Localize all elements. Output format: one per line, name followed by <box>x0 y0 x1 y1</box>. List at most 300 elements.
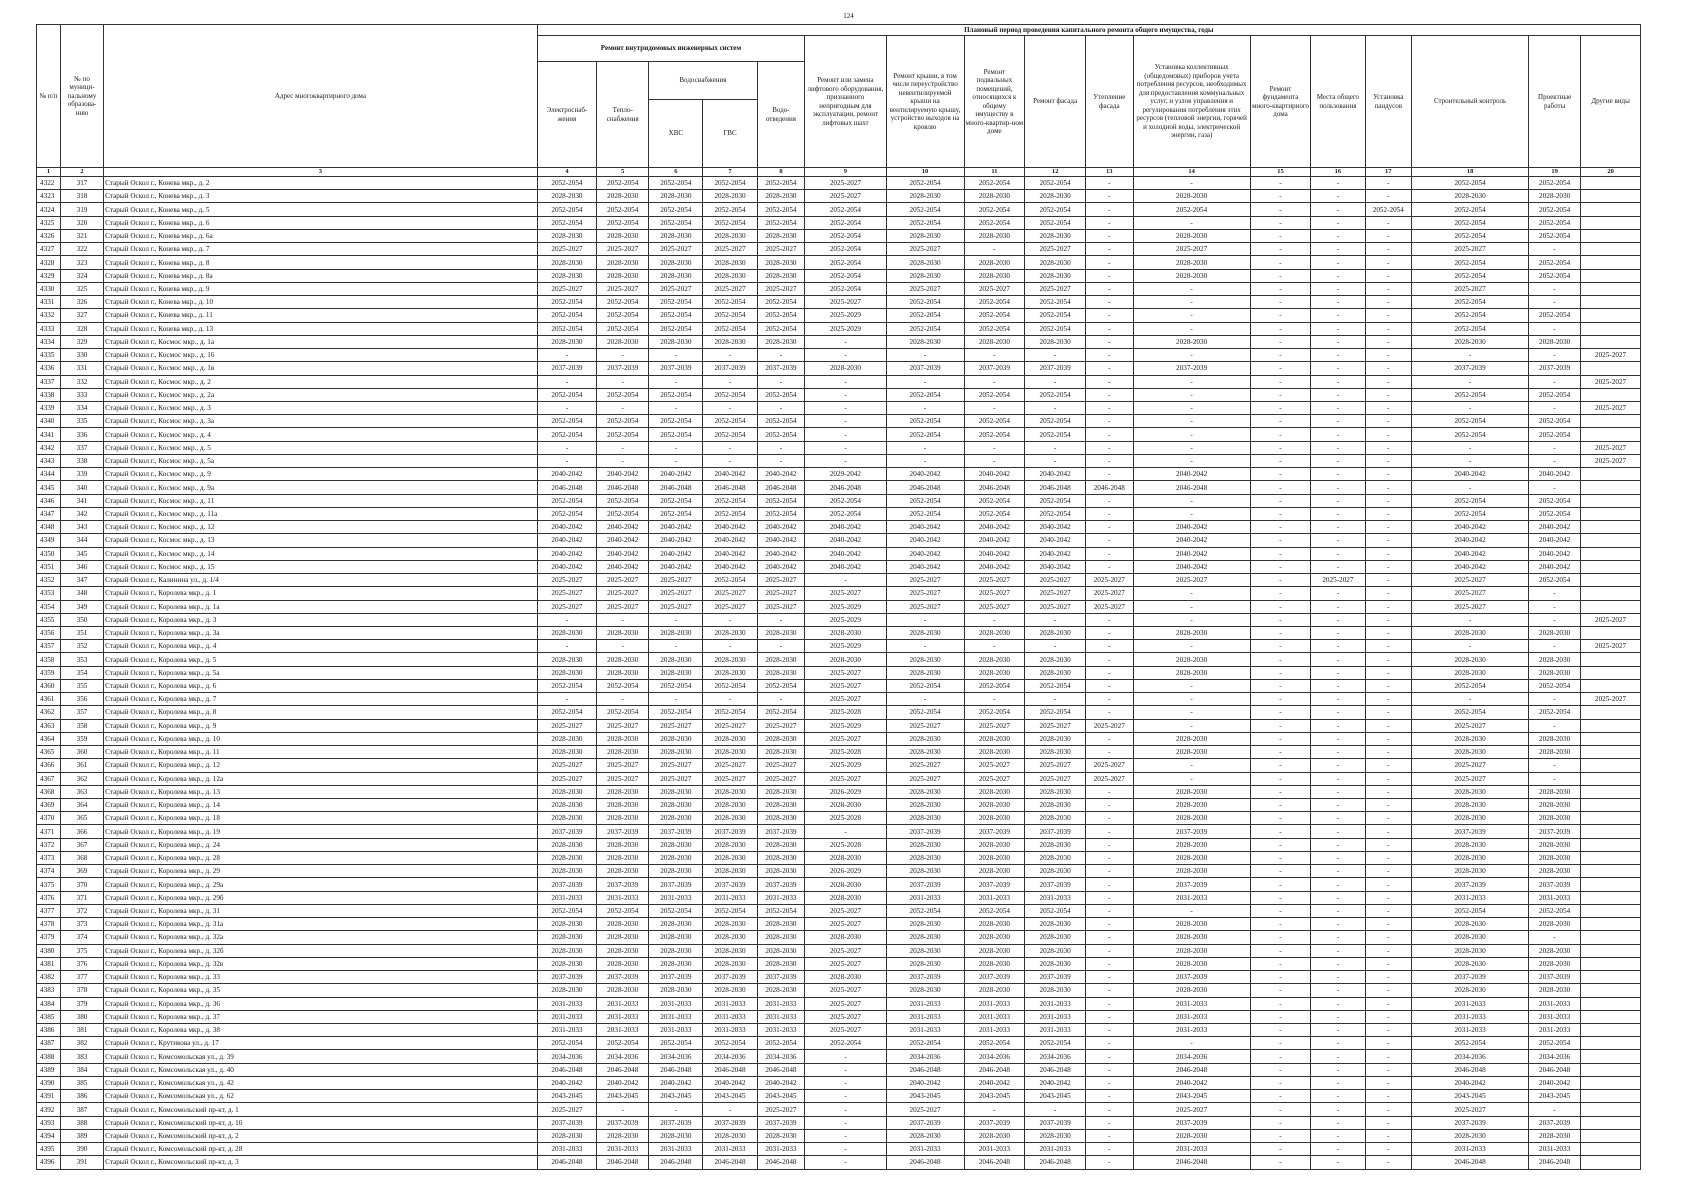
cell-electricity: 2028-2030 <box>537 1129 597 1142</box>
cell-drainage: 2028-2030 <box>757 229 805 242</box>
cell-heating: 2052-2054 <box>597 309 649 322</box>
cell-construction-control: 2040-2042 <box>1412 468 1529 481</box>
cell-design-works: - <box>1529 719 1581 732</box>
cell-municipal-number: 330 <box>60 349 103 362</box>
cell-roof-repair: - <box>886 401 964 414</box>
cell-common-areas: - <box>1311 772 1365 785</box>
cell-meters-installation: 2028-2030 <box>1133 931 1250 944</box>
cell-municipal-number: 385 <box>60 1076 103 1089</box>
cell-facade-insulation: - <box>1085 1129 1133 1142</box>
cell-design-works: 2037-2039 <box>1529 825 1581 838</box>
cell-address: Старый Оскол г., Космос мкр., д. 3а <box>104 415 537 428</box>
cell-common-areas: - <box>1311 1037 1365 1050</box>
cell-facade-insulation: - <box>1085 269 1133 282</box>
cell-lift-repair: 2052-2054 <box>805 507 886 520</box>
table-row <box>37 521 1641 534</box>
cell-drainage: 2040-2042 <box>757 547 805 560</box>
cell-hot-water: 2031-2033 <box>703 1143 757 1156</box>
cell-cold-water: 2028-2030 <box>649 838 703 851</box>
cell-basement-repair: 2040-2042 <box>964 521 1025 534</box>
cell-basement-repair: 2043-2045 <box>964 1090 1025 1103</box>
cell-meters-installation: 2037-2039 <box>1133 878 1250 891</box>
cell-electricity: 2025-2027 <box>537 282 597 295</box>
cell-hot-water: 2028-2030 <box>703 256 757 269</box>
cell-cold-water: 2028-2030 <box>649 335 703 348</box>
cell-cold-water: 2031-2033 <box>649 1010 703 1023</box>
cell-address: Старый Оскол г., Королева мкр., д. 9 <box>104 719 537 732</box>
cell-ramps: - <box>1365 335 1412 348</box>
cell-design-works: 2028-2030 <box>1529 190 1581 203</box>
cell-construction-control: 2037-2039 <box>1412 971 1529 984</box>
cell-foundation-repair: - <box>1250 1116 1311 1129</box>
cell-electricity: 2037-2039 <box>537 825 597 838</box>
cell-facade-insulation: - <box>1085 931 1133 944</box>
cell-foundation-repair: - <box>1250 190 1311 203</box>
cell-other-types <box>1581 547 1641 560</box>
cell-hot-water: 2046-2048 <box>703 1063 757 1076</box>
cell-address: Старый Оскол г., Королева мкр., д. 29а <box>104 878 537 891</box>
cell-ramps: - <box>1365 759 1412 772</box>
cell-meters-installation: - <box>1133 441 1250 454</box>
column-number: 1 <box>37 168 61 177</box>
cell-facade-insulation: - <box>1085 944 1133 957</box>
cell-roof-repair: 2025-2027 <box>886 719 964 732</box>
cell-heating: 2043-2045 <box>597 1090 649 1103</box>
capital-repair-schedule-table <box>36 24 1641 1170</box>
table-row <box>37 1063 1641 1076</box>
cell-lift-repair: 2028-2030 <box>805 878 886 891</box>
cell-facade-repair: 2028-2030 <box>1025 918 1086 931</box>
cell-design-works: 2040-2042 <box>1529 560 1581 573</box>
cell-meters-installation: 2028-2030 <box>1133 918 1250 931</box>
cell-hot-water: 2052-2054 <box>703 507 757 520</box>
cell-ramps: - <box>1365 282 1412 295</box>
cell-common-areas: - <box>1311 282 1365 295</box>
column-number: 4 <box>537 168 597 177</box>
cell-lift-repair: 2025-2027 <box>805 296 886 309</box>
table-row <box>37 1129 1641 1142</box>
cell-other-types <box>1581 679 1641 692</box>
cell-roof-repair: 2052-2054 <box>886 177 964 190</box>
cell-roof-repair: 2028-2030 <box>886 931 964 944</box>
cell-facade-insulation: - <box>1085 309 1133 322</box>
cell-other-types <box>1581 560 1641 573</box>
cell-meters-installation: - <box>1133 177 1250 190</box>
cell-roof-repair: 2025-2027 <box>886 282 964 295</box>
cell-common-areas: - <box>1311 653 1365 666</box>
cell-foundation-repair: - <box>1250 468 1311 481</box>
cell-other-types: 2025-2027 <box>1581 349 1641 362</box>
cell-drainage: 2028-2030 <box>757 799 805 812</box>
cell-cold-water: - <box>649 693 703 706</box>
cell-electricity: 2028-2030 <box>537 918 597 931</box>
cell-basement-repair: 2052-2054 <box>964 706 1025 719</box>
cell-construction-control: 2031-2033 <box>1412 1010 1529 1023</box>
cell-facade-insulation: 2025-2027 <box>1085 600 1133 613</box>
cell-heating: 2028-2030 <box>597 799 649 812</box>
cell-lift-repair: - <box>805 375 886 388</box>
cell-foundation-repair: - <box>1250 600 1311 613</box>
cell-meters-installation: - <box>1133 706 1250 719</box>
cell-facade-insulation: - <box>1085 441 1133 454</box>
cell-foundation-repair: - <box>1250 613 1311 626</box>
cell-drainage: 2028-2030 <box>757 653 805 666</box>
cell-municipal-number: 382 <box>60 1037 103 1050</box>
cell-construction-control: 2028-2030 <box>1412 335 1529 348</box>
cell-construction-control: 2028-2030 <box>1412 838 1529 851</box>
cell-other-types <box>1581 706 1641 719</box>
cell-design-works: 2052-2054 <box>1529 507 1581 520</box>
cell-electricity: 2040-2042 <box>537 534 597 547</box>
cell-basement-repair: 2052-2054 <box>964 679 1025 692</box>
cell-drainage: - <box>757 454 805 467</box>
cell-other-types <box>1581 494 1641 507</box>
cell-lift-repair: - <box>805 454 886 467</box>
cell-seq-number: 4377 <box>37 904 61 917</box>
cell-drainage: 2025-2027 <box>757 243 805 256</box>
cell-foundation-repair: - <box>1250 534 1311 547</box>
cell-meters-installation: 2028-2030 <box>1133 838 1250 851</box>
cell-cold-water: 2040-2042 <box>649 521 703 534</box>
cell-facade-insulation: - <box>1085 428 1133 441</box>
cell-foundation-repair: - <box>1250 904 1311 917</box>
cell-drainage: 2052-2054 <box>757 322 805 335</box>
cell-electricity: 2052-2054 <box>537 322 597 335</box>
cell-ramps: - <box>1365 401 1412 414</box>
cell-seq-number: 4340 <box>37 415 61 428</box>
cell-facade-insulation: - <box>1085 415 1133 428</box>
cell-cold-water: 2040-2042 <box>649 547 703 560</box>
cell-lift-repair: - <box>805 349 886 362</box>
cell-other-types <box>1581 243 1641 256</box>
cell-electricity: 2052-2054 <box>537 428 597 441</box>
cell-seq-number: 4322 <box>37 177 61 190</box>
cell-cold-water: 2028-2030 <box>649 984 703 997</box>
cell-other-types <box>1581 931 1641 944</box>
cell-design-works: 2031-2033 <box>1529 1024 1581 1037</box>
cell-roof-repair: 2052-2054 <box>886 203 964 216</box>
cell-municipal-number: 372 <box>60 904 103 917</box>
cell-ramps: - <box>1365 613 1412 626</box>
cell-seq-number: 4359 <box>37 666 61 679</box>
cell-design-works: 2031-2033 <box>1529 1143 1581 1156</box>
cell-common-areas: - <box>1311 825 1365 838</box>
cell-facade-repair: 2025-2027 <box>1025 772 1086 785</box>
cell-cold-water: - <box>649 1103 703 1116</box>
cell-seq-number: 4348 <box>37 521 61 534</box>
cell-lift-repair: - <box>805 1116 886 1129</box>
cell-common-areas: - <box>1311 931 1365 944</box>
cell-municipal-number: 329 <box>60 335 103 348</box>
cell-foundation-repair: - <box>1250 918 1311 931</box>
cell-common-areas: - <box>1311 891 1365 904</box>
cell-drainage: - <box>757 693 805 706</box>
cell-lift-repair: 2025-2027 <box>805 918 886 931</box>
header-facade-insulation: Утепление фасада <box>1085 36 1133 168</box>
cell-meters-installation: - <box>1133 282 1250 295</box>
cell-hot-water: 2031-2033 <box>703 891 757 904</box>
cell-meters-installation: 2037-2039 <box>1133 825 1250 838</box>
cell-meters-installation: 2028-2030 <box>1133 799 1250 812</box>
cell-drainage: - <box>757 375 805 388</box>
cell-meters-installation: 2025-2027 <box>1133 574 1250 587</box>
cell-basement-repair: 2028-2030 <box>964 269 1025 282</box>
cell-foundation-repair: - <box>1250 507 1311 520</box>
cell-heating: 2028-2030 <box>597 626 649 639</box>
cell-roof-repair: 2052-2054 <box>886 322 964 335</box>
table-row <box>37 322 1641 335</box>
cell-heating: 2040-2042 <box>597 560 649 573</box>
cell-basement-repair: 2052-2054 <box>964 904 1025 917</box>
cell-drainage: 2028-2030 <box>757 838 805 851</box>
cell-roof-repair: 2028-2030 <box>886 653 964 666</box>
cell-address: Старый Оскол г., Королева мкр., д. 7 <box>104 693 537 706</box>
cell-foundation-repair: - <box>1250 825 1311 838</box>
cell-cold-water: 2052-2054 <box>649 428 703 441</box>
cell-cold-water: 2052-2054 <box>649 679 703 692</box>
table-row <box>37 600 1641 613</box>
cell-municipal-number: 352 <box>60 640 103 653</box>
cell-address: Старый Оскол г., Космос мкр., д. 12 <box>104 521 537 534</box>
cell-address: Старый Оскол г., Королева мкр., д. 10 <box>104 732 537 745</box>
cell-roof-repair: 2052-2054 <box>886 706 964 719</box>
cell-lift-repair: - <box>805 428 886 441</box>
cell-design-works: 2028-2030 <box>1529 785 1581 798</box>
cell-municipal-number: 390 <box>60 1143 103 1156</box>
cell-municipal-number: 339 <box>60 468 103 481</box>
cell-seq-number: 4367 <box>37 772 61 785</box>
cell-hot-water: 2031-2033 <box>703 1024 757 1037</box>
table-row <box>37 865 1641 878</box>
cell-heating: - <box>597 1103 649 1116</box>
cell-meters-installation: 2028-2030 <box>1133 335 1250 348</box>
cell-lift-repair: 2025-2027 <box>805 904 886 917</box>
cell-seq-number: 4326 <box>37 229 61 242</box>
cell-roof-repair: - <box>886 349 964 362</box>
cell-basement-repair: 2025-2027 <box>964 574 1025 587</box>
cell-drainage: 2028-2030 <box>757 851 805 864</box>
cell-hot-water: 2028-2030 <box>703 190 757 203</box>
cell-basement-repair: 2037-2039 <box>964 825 1025 838</box>
cell-cold-water: 2043-2045 <box>649 1090 703 1103</box>
cell-heating: - <box>597 375 649 388</box>
cell-roof-repair: 2028-2030 <box>886 944 964 957</box>
cell-electricity: 2028-2030 <box>537 732 597 745</box>
cell-cold-water: 2028-2030 <box>649 256 703 269</box>
cell-ramps: - <box>1365 1063 1412 1076</box>
cell-other-types <box>1581 203 1641 216</box>
cell-foundation-repair: - <box>1250 759 1311 772</box>
cell-seq-number: 4351 <box>37 560 61 573</box>
cell-common-areas: - <box>1311 375 1365 388</box>
cell-seq-number: 4391 <box>37 1090 61 1103</box>
cell-drainage: 2031-2033 <box>757 1143 805 1156</box>
cell-heating: - <box>597 693 649 706</box>
cell-seq-number: 4344 <box>37 468 61 481</box>
cell-common-areas: - <box>1311 719 1365 732</box>
cell-address: Старый Оскол г., Королева мкр., д. 32б <box>104 944 537 957</box>
cell-foundation-repair: - <box>1250 494 1311 507</box>
cell-municipal-number: 363 <box>60 785 103 798</box>
cell-foundation-repair: - <box>1250 441 1311 454</box>
cell-facade-insulation: - <box>1085 322 1133 335</box>
cell-drainage: 2037-2039 <box>757 825 805 838</box>
cell-other-types <box>1581 1050 1641 1063</box>
cell-facade-repair: 2025-2027 <box>1025 759 1086 772</box>
cell-basement-repair: 2028-2030 <box>964 918 1025 931</box>
cell-meters-installation: - <box>1133 613 1250 626</box>
cell-facade-repair: - <box>1025 1103 1086 1116</box>
cell-foundation-repair: - <box>1250 547 1311 560</box>
cell-meters-installation: 2028-2030 <box>1133 746 1250 759</box>
cell-electricity: 2040-2042 <box>537 468 597 481</box>
table-row <box>37 309 1641 322</box>
cell-lift-repair: 2052-2054 <box>805 256 886 269</box>
cell-heating: 2028-2030 <box>597 944 649 957</box>
cell-construction-control: 2040-2042 <box>1412 560 1529 573</box>
cell-facade-repair: 2034-2036 <box>1025 1050 1086 1063</box>
cell-seq-number: 4352 <box>37 574 61 587</box>
cell-roof-repair: - <box>886 640 964 653</box>
cell-ramps: - <box>1365 1050 1412 1063</box>
cell-seq-number: 4371 <box>37 825 61 838</box>
cell-design-works: 2052-2054 <box>1529 1037 1581 1050</box>
cell-basement-repair: 2052-2054 <box>964 428 1025 441</box>
cell-foundation-repair: - <box>1250 732 1311 745</box>
cell-cold-water: - <box>649 613 703 626</box>
cell-common-areas: - <box>1311 918 1365 931</box>
cell-roof-repair: 2028-2030 <box>886 838 964 851</box>
cell-lift-repair: 2025-2027 <box>805 1010 886 1023</box>
cell-basement-repair: 2031-2033 <box>964 1024 1025 1037</box>
cell-foundation-repair: - <box>1250 560 1311 573</box>
cell-ramps: - <box>1365 772 1412 785</box>
cell-ramps: - <box>1365 878 1412 891</box>
cell-address: Старый Оскол г., Королева мкр., д. 8 <box>104 706 537 719</box>
cell-drainage: 2025-2027 <box>757 1103 805 1116</box>
cell-electricity: 2031-2033 <box>537 891 597 904</box>
cell-heating: - <box>597 613 649 626</box>
cell-drainage: 2028-2030 <box>757 269 805 282</box>
cell-hot-water: - <box>703 454 757 467</box>
column-number: 9 <box>805 168 886 177</box>
cell-foundation-repair: - <box>1250 1050 1311 1063</box>
cell-meters-installation: - <box>1133 904 1250 917</box>
cell-municipal-number: 388 <box>60 1116 103 1129</box>
cell-foundation-repair: - <box>1250 878 1311 891</box>
cell-ramps: - <box>1365 494 1412 507</box>
cell-cold-water: 2028-2030 <box>649 931 703 944</box>
cell-ramps: - <box>1365 574 1412 587</box>
cell-facade-insulation: - <box>1085 494 1133 507</box>
cell-drainage: 2052-2054 <box>757 494 805 507</box>
cell-seq-number: 4362 <box>37 706 61 719</box>
cell-common-areas: - <box>1311 984 1365 997</box>
cell-heating: 2052-2054 <box>597 904 649 917</box>
cell-ramps: - <box>1365 891 1412 904</box>
cell-cold-water: 2040-2042 <box>649 1076 703 1089</box>
cell-basement-repair: 2052-2054 <box>964 177 1025 190</box>
cell-heating: 2031-2033 <box>597 1143 649 1156</box>
cell-facade-repair: 2028-2030 <box>1025 931 1086 944</box>
cell-facade-insulation: - <box>1085 640 1133 653</box>
table-row <box>37 203 1641 216</box>
cell-other-types <box>1581 1129 1641 1142</box>
cell-lift-repair: 2025-2028 <box>805 706 886 719</box>
cell-cold-water: - <box>649 349 703 362</box>
cell-municipal-number: 367 <box>60 838 103 851</box>
cell-design-works: 2046-2048 <box>1529 1063 1581 1076</box>
cell-basement-repair: 2031-2033 <box>964 1010 1025 1023</box>
cell-heating: 2028-2030 <box>597 746 649 759</box>
cell-design-works: - <box>1529 441 1581 454</box>
cell-facade-repair: 2046-2048 <box>1025 1156 1086 1169</box>
cell-construction-control: 2028-2030 <box>1412 984 1529 997</box>
cell-seq-number: 4331 <box>37 296 61 309</box>
cell-construction-control: - <box>1412 349 1529 362</box>
table-row <box>37 388 1641 401</box>
cell-electricity: 2052-2054 <box>537 415 597 428</box>
cell-ramps: - <box>1365 918 1412 931</box>
cell-municipal-number: 381 <box>60 1024 103 1037</box>
cell-facade-repair: 2028-2030 <box>1025 785 1086 798</box>
cell-construction-control: 2046-2048 <box>1412 1156 1529 1169</box>
table-row <box>37 931 1641 944</box>
cell-hot-water: 2052-2054 <box>703 574 757 587</box>
cell-ramps: - <box>1365 309 1412 322</box>
cell-address: Старый Оскол г., Конева мкр., д. 11 <box>104 309 537 322</box>
header-electricity: Электроснаб-жения <box>537 62 597 168</box>
cell-meters-installation: 2040-2042 <box>1133 560 1250 573</box>
table-row <box>37 891 1641 904</box>
cell-meters-installation: 2040-2042 <box>1133 468 1250 481</box>
cell-drainage: - <box>757 349 805 362</box>
cell-basement-repair: 2052-2054 <box>964 1037 1025 1050</box>
cell-facade-repair: 2052-2054 <box>1025 216 1086 229</box>
table-row <box>37 759 1641 772</box>
cell-seq-number: 4396 <box>37 1156 61 1169</box>
cell-common-areas: - <box>1311 401 1365 414</box>
cell-cold-water: 2031-2033 <box>649 1143 703 1156</box>
cell-common-areas: - <box>1311 679 1365 692</box>
cell-facade-insulation: - <box>1085 626 1133 639</box>
cell-facade-repair: 2025-2027 <box>1025 600 1086 613</box>
cell-drainage: 2046-2048 <box>757 1063 805 1076</box>
header-design-works: Проектные работы <box>1529 36 1581 168</box>
cell-construction-control: 2025-2027 <box>1412 1103 1529 1116</box>
cell-electricity: 2028-2030 <box>537 256 597 269</box>
cell-address: Старый Оскол г., Королева мкр., д. 1 <box>104 587 537 600</box>
table-row <box>37 468 1641 481</box>
cell-seq-number: 4341 <box>37 428 61 441</box>
cell-facade-repair: 2028-2030 <box>1025 256 1086 269</box>
cell-basement-repair: 2040-2042 <box>964 1076 1025 1089</box>
cell-design-works: 2028-2030 <box>1529 944 1581 957</box>
cell-heating: 2028-2030 <box>597 335 649 348</box>
table-row <box>37 878 1641 891</box>
cell-address: Старый Оскол г., Космос мкр., д. 5а <box>104 454 537 467</box>
cell-construction-control: 2028-2030 <box>1412 1129 1529 1142</box>
cell-foundation-repair: - <box>1250 626 1311 639</box>
cell-drainage: 2040-2042 <box>757 1076 805 1089</box>
cell-facade-repair: 2052-2054 <box>1025 494 1086 507</box>
cell-address: Старый Оскол г., Космос мкр., д. 4 <box>104 428 537 441</box>
cell-ramps: - <box>1365 904 1412 917</box>
cell-construction-control: 2052-2054 <box>1412 679 1529 692</box>
cell-design-works: 2028-2030 <box>1529 984 1581 997</box>
cell-heating: 2028-2030 <box>597 785 649 798</box>
cell-hot-water: 2052-2054 <box>703 203 757 216</box>
